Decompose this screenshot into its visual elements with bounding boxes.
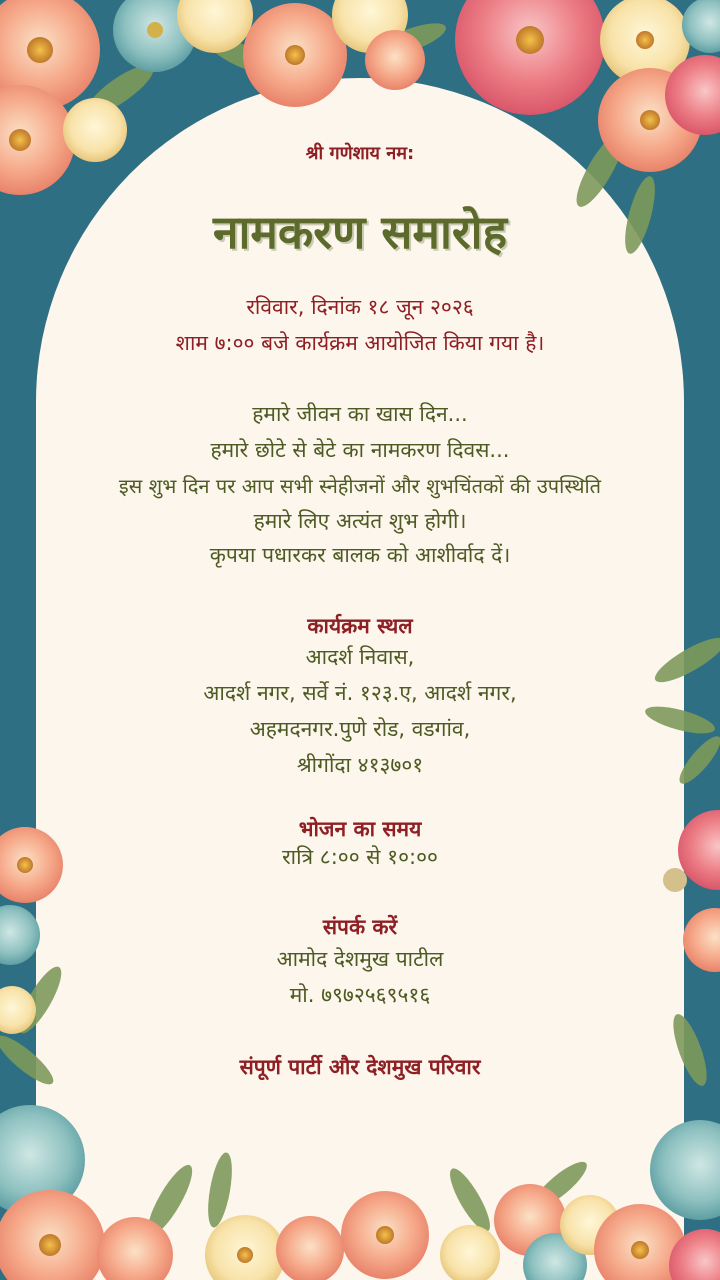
contact-heading: संपर्क करें [322,915,398,939]
venue-heading: कार्यक्रम स्थल [307,614,413,638]
event-title: नामकरण समारोह [212,205,508,259]
dinner-time: रात्रि ८:०० से १०:०० [282,845,438,869]
date-line: रविवार, दिनांक १८ जून २०२६ [246,295,474,319]
venue-line: अहमदनगर.पुणे रोड, वडगांव, [249,717,471,741]
message-line: हमारे जीवन का खास दिन... [252,402,468,426]
dinner-heading: भोजन का समय [298,817,422,841]
venue-line: आदर्श निवास, [305,645,415,669]
invocation: श्री गणेशाय नम: [305,143,415,164]
message-line: हमारे छोटे से बेटे का नामकरण दिवस... [210,438,510,462]
invitation-text [36,0,684,1280]
signoff: संपूर्ण पार्टी और देशमुख परिवार [239,1055,481,1079]
message-line: हमारे लिए अत्यंत शुभ होगी। [253,509,467,533]
venue-line: आदर्श नगर, सर्वे नं. १२३.ए, आदर्श नगर, [203,681,517,705]
time-line: शाम ७:०० बजे कार्यक्रम आयोजित किया गया है। [175,331,545,355]
message-line: कृपया पधारकर बालक को आशीर्वाद दें। [209,543,511,567]
contact-name: आमोद देशमुख पाटील [276,947,444,971]
venue-line: श्रीगोंदा ४१३७०१ [296,753,424,777]
contact-phone: मो. ७९७२५६९५१६ [289,983,431,1007]
message-line: इस शुभ दिन पर आप सभी स्नेहीजनों और शुभचिंतकों की उपस्थिति [118,474,602,498]
